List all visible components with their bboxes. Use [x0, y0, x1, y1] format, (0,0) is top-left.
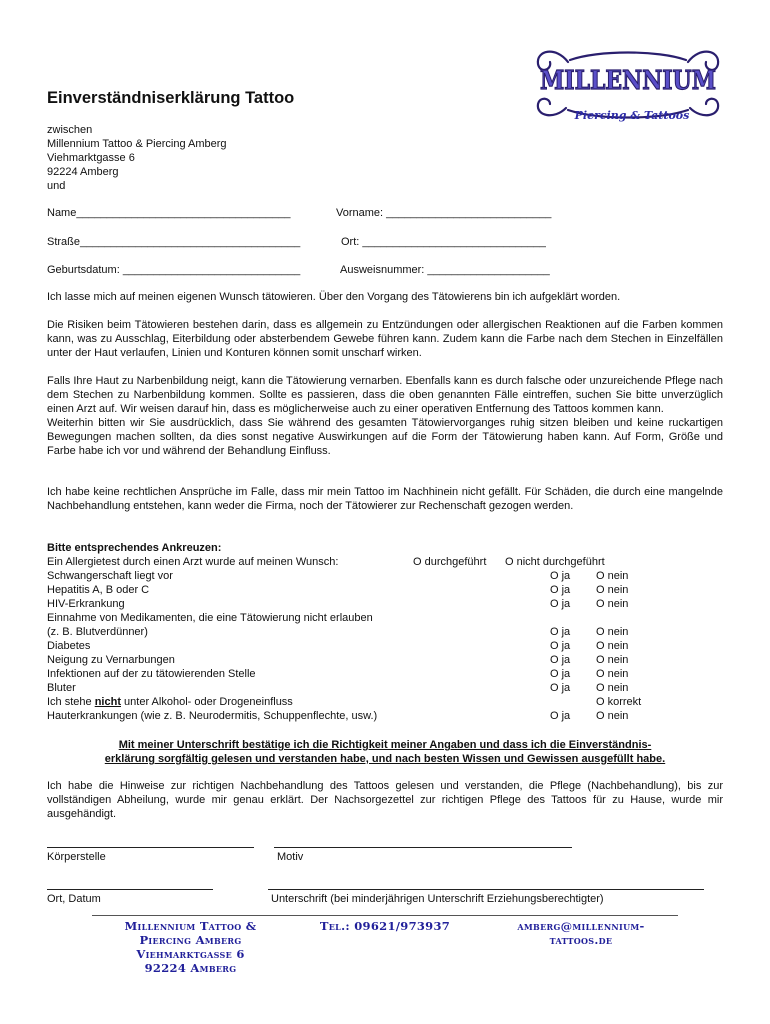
checklist-label: (z. B. Blutverdünner)	[47, 626, 148, 638]
option-ja[interactable]: O ja	[550, 682, 571, 694]
alcohol-label-pre: Ich stehe	[47, 696, 95, 708]
checklist-row	[47, 639, 727, 653]
millennium-logo	[528, 40, 728, 128]
koerperstelle-line[interactable]	[47, 847, 254, 848]
confirmation-line-1: Mit meiner Unterschrift bestätige ich die Richtigkeit meiner Angaben und dass ich die Einverständnis-	[118, 739, 652, 751]
confirmation-statement	[47, 738, 723, 766]
svg-text:MILLENNIUM: MILLENNIUM	[540, 66, 716, 96]
motiv-line[interactable]	[274, 847, 572, 848]
vorname-field[interactable]: Vorname: ___________________________	[336, 207, 552, 219]
unterschrift-label: Unterschrift (bei minderjährigen Unterschrift Erziehungsberechtigter)	[271, 893, 604, 905]
checklist-label: Bluter	[47, 682, 76, 694]
company-name: Millennium Tattoo & Piercing Amberg	[47, 138, 227, 150]
checklist-label: Schwangerschaft liegt vor	[47, 570, 173, 582]
skin-condition-row	[47, 709, 727, 723]
checklist-label: HIV-Erkrankung	[47, 598, 125, 610]
health-checklist	[47, 541, 727, 723]
option-ja[interactable]: O ja	[550, 668, 571, 680]
footer-email-line: amberg@millennium-	[517, 919, 645, 933]
page-title: Einverständniserklärung Tattoo	[47, 89, 295, 107]
option-nein[interactable]: O nein	[596, 570, 629, 582]
footer-address	[108, 919, 273, 975]
allergy-test-label: Ein Allergietest durch einen Arzt wurde auf meinen Wunsch:	[47, 556, 339, 568]
paragraph-risks-text: Die Risiken beim Tätowieren bestehen darin, dass es allgemein zu Entzündungen oder allergischen Reaktionen auf die Farben kommen kann, was zu Ausschlag, Eiterbildung oder absterbendem Gewebe führen kann. Zudem kann die Farbe nach dem Stechen in Einzelfällen unter der Haut verlaufen, Linien und Konturen können somit unscharf wirken.	[47, 319, 723, 359]
allergy-not-done-option[interactable]: O nicht durchgeführt	[505, 556, 605, 568]
company-street: Viehmarktgasse 6	[47, 152, 135, 164]
footer-phone: Tel.: 09621/973937	[319, 919, 451, 933]
ort-field[interactable]: Ort: ______________________________	[341, 236, 546, 248]
checklist-row	[47, 611, 727, 625]
option-ja[interactable]: O ja	[550, 584, 571, 596]
strasse-field[interactable]: Straße____________________________________	[47, 236, 301, 248]
company-city: 92224 Amberg	[47, 166, 119, 178]
paragraph-aftercare-text: Ich habe die Hinweise zur richtigen Nachbehandlung des Tattoos gelesen und verstanden, die Pflege (Nachbehandlung), bis zur vollständigen Abheilung, wurde mir genau erklärt. Der Nachsorgezettel zur richtigen Pflege des Tattoos für zu Hause, wurde mir ausgehändigt.	[47, 780, 723, 820]
checklist-row	[47, 597, 727, 611]
footer-email[interactable]	[492, 919, 670, 947]
checklist-row	[47, 681, 727, 695]
footer-address-line: Viehmarktgasse 6	[136, 947, 245, 961]
paragraph-consent	[47, 290, 723, 304]
checklist-label: Neigung zu Vernarbungen	[47, 654, 175, 666]
checklist-label: Hauterkrankungen (wie z. B. Neurodermitis, Schuppenflechte, usw.)	[47, 710, 378, 722]
option-nein[interactable]: O nein	[596, 626, 629, 638]
checklist-label: Infektionen auf der zu tätowierenden Stelle	[47, 668, 256, 680]
allergy-done-option[interactable]: O durchgeführt	[413, 556, 487, 568]
footer-address-line: Millennium Tattoo &	[124, 919, 257, 933]
option-ja[interactable]: O ja	[550, 710, 571, 722]
und-text: und	[47, 180, 66, 192]
option-ja[interactable]: O ja	[550, 654, 571, 666]
paragraph-aftercare	[47, 779, 723, 821]
ausweisnummer-field[interactable]: Ausweisnummer: ____________________	[340, 264, 550, 276]
option-nein[interactable]: O nein	[596, 598, 629, 610]
option-nein[interactable]: O nein	[596, 640, 629, 652]
motiv-label: Motiv	[277, 851, 304, 863]
footer-email-line: tattoos.de	[549, 933, 613, 947]
option-nein[interactable]: O nein	[596, 584, 629, 596]
paragraph-movement-text: Weiterhin bitten wir Sie ausdrücklich, dass Sie während des gesamten Tätowiervorganges ruhig sitzen bleiben und keine ruckartigen Bewegungen machen sollten, da dies sonst negative Auswirkungen auf die Form der Tätowierung haben kann. Auf Form, Größe und Farbe habe ich vor und während der Behandlung Einfluss.	[47, 417, 723, 457]
confirmation-line-2: erklärung sorgfältig gelesen und verstanden habe, und nach besten Wissen und Gewissen ausgefüllt habe.	[104, 753, 666, 765]
svg-text:Piercing & Tattoos: Piercing & Tattoos	[574, 109, 690, 122]
ort-datum-label: Ort, Datum	[47, 893, 101, 905]
logo-ornament-icon	[528, 40, 728, 128]
alcohol-label-emphasis: nicht	[94, 696, 121, 708]
option-ja[interactable]: O ja	[550, 570, 571, 582]
option-nein[interactable]: O nein	[596, 654, 629, 666]
ort-datum-line[interactable]	[47, 889, 213, 890]
footer-address-line: 92224 Amberg	[144, 961, 237, 975]
option-ja[interactable]: O ja	[550, 598, 571, 610]
option-ja[interactable]: O ja	[550, 640, 571, 652]
alcohol-label-post: unter Alkohol- oder Drogeneinfluss	[120, 696, 293, 708]
checklist-label: Diabetes	[47, 640, 91, 652]
checklist-row	[47, 653, 727, 667]
checklist-heading: Bitte entsprechendes Ankreuzen:	[47, 542, 222, 554]
footer-divider	[92, 915, 678, 916]
alcohol-row	[47, 695, 727, 709]
paragraph-consent-text: Ich lasse mich auf meinen eigenen Wunsch tätowieren. Über den Vorgang des Tätowierens bin ich aufgeklärt worden.	[47, 291, 621, 303]
option-korrekt[interactable]: O korrekt	[596, 696, 642, 708]
option-nein[interactable]: O nein	[596, 710, 629, 722]
alcohol-label	[47, 695, 293, 709]
name-field[interactable]: Name___________________________________	[47, 207, 291, 219]
paragraph-liability-text: Ich habe keine rechtlichen Ansprüche im Falle, dass mir mein Tattoo im Nachhinein nicht gefällt. Für Schäden, die durch eine mangelnde Nachbehandlung entstehen, kann weder die Firma, noch der Tätowierer zur Rechenschaft gezogen werden.	[47, 486, 723, 512]
checklist-row	[47, 583, 727, 597]
unterschrift-line[interactable]	[268, 889, 704, 890]
geburtsdatum-field[interactable]: Geburtsdatum: _____________________________	[47, 264, 301, 276]
koerperstelle-label: Körperstelle	[47, 851, 106, 863]
option-nein[interactable]: O nein	[596, 682, 629, 694]
option-nein[interactable]: O nein	[596, 668, 629, 680]
allergy-test-row	[47, 555, 727, 569]
checklist-label: Einnahme von Medikamenten, die eine Tätowierung nicht erlauben	[47, 612, 373, 624]
paragraph-scarring-text: Falls Ihre Haut zu Narbenbildung neigt, kann die Tätowierung vernarben. Ebenfalls kann es durch falsche oder unzureichende Pflege nach dem Stechen zu Narbenbildung kommen. Sollte es passieren, dass die oben genannten Fälle eintreffen, suchen Sie bitte unverzüglich einen Arzt auf. Wir weisen darauf hin, dass es möglicherweise auch zu einer operativen Entfernung des Tattoos kommen kann.	[47, 375, 723, 415]
zwischen-text: zwischen	[47, 124, 93, 136]
checklist-heading-row	[47, 541, 727, 555]
checklist-label: Hepatitis A, B oder C	[47, 584, 150, 596]
paragraph-liability	[47, 485, 723, 513]
paragraph-risks	[47, 318, 723, 360]
option-ja[interactable]: O ja	[550, 626, 571, 638]
checklist-row	[47, 625, 727, 639]
checklist-row	[47, 569, 727, 583]
footer-address-line: Piercing Amberg	[139, 933, 242, 947]
paragraph-scarring	[47, 374, 723, 458]
checklist-row	[47, 667, 727, 681]
